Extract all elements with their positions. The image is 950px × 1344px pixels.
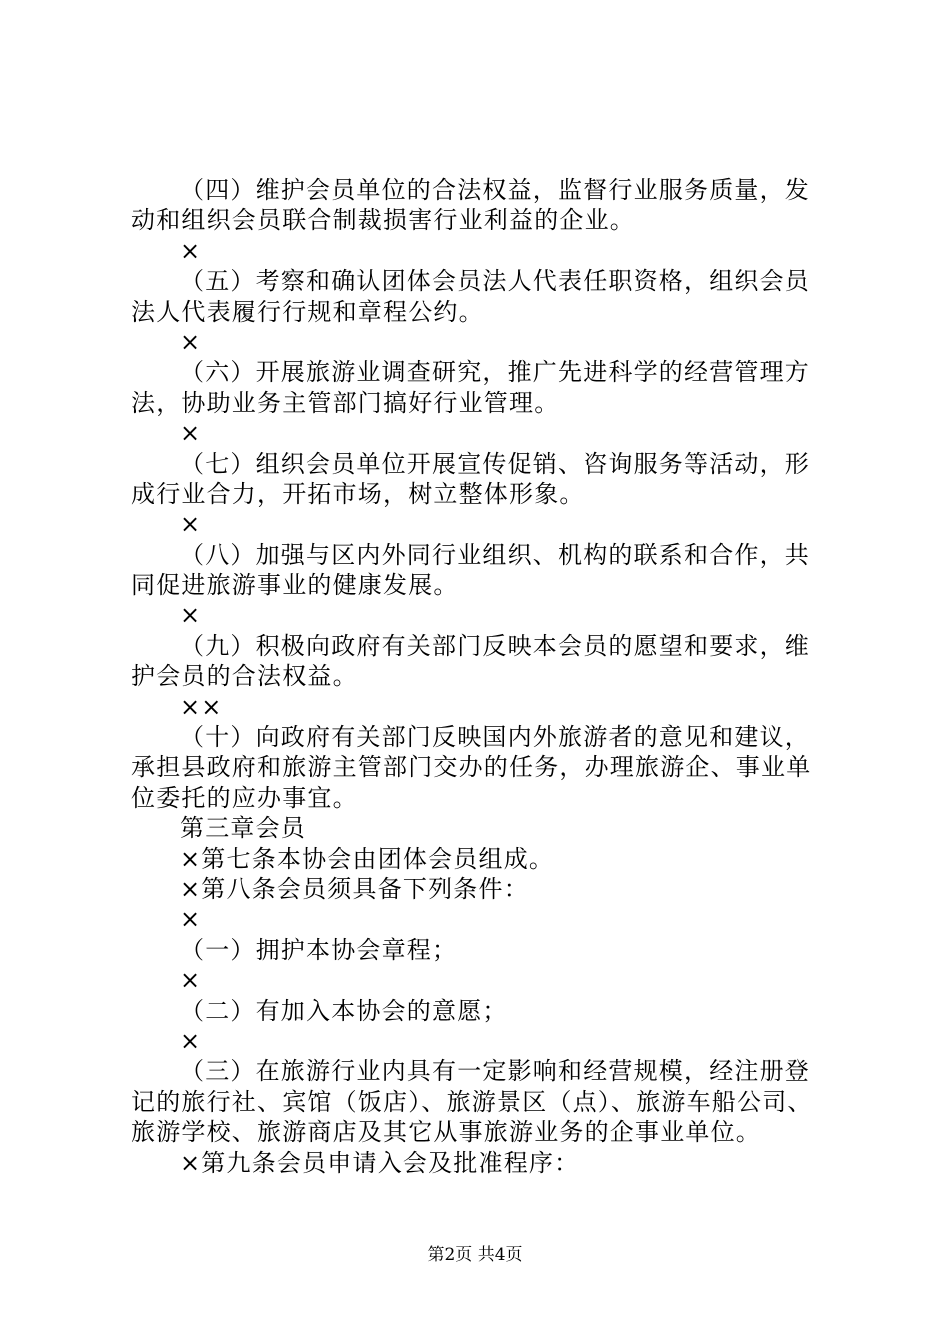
bullet-mark: × [180,1026,202,1055]
paragraph [131,722,835,813]
text-line: （一）拥护本协会章程； [180,935,458,964]
text-line: （三）在旅游行业内具有一定影响和经营规模，经注册登 [180,1057,810,1086]
paragraph [131,996,835,1026]
paragraph [131,813,835,843]
bullet-mark: × [180,236,202,265]
text-line: （六）开展旅游业调查研究，推广先进科学的经营管理方 [180,358,810,387]
text-line: （九）积极向政府有关部门反映本会员的愿望和要求，维 [180,631,810,660]
text-line: 法人代表履行行规和章程公约。 [131,297,484,326]
paragraph [131,874,835,904]
paragraph [131,449,835,510]
bullet-mark: × [180,966,202,995]
text-line: 法，协助业务主管部门搞好行业管理。 [131,388,560,417]
text-line: （四）维护会员单位的合法权益，监督行业服务质量，发 [180,176,810,204]
paragraph [131,935,835,965]
bullet-mark: × [180,905,202,934]
page-footer: 第2页 共4页 [427,1245,523,1265]
bullet-mark: × [180,510,202,539]
text-line: ×第八条会员须具备下列条件： [180,874,529,903]
text-line: 承担县政府和旅游主管部门交办的任务，办理旅游企、事业单 [131,753,812,782]
paragraph [131,844,835,874]
paragraph [131,1056,835,1147]
bullet-mark: × [180,419,202,448]
paragraph [131,1148,835,1178]
paragraph [131,175,835,236]
paragraph [131,357,835,418]
text-line: 记的旅行社、宾馆（饭店）、旅游景区（点）、旅游车船公司、 [131,1087,813,1116]
text-line: ×第九条会员申请入会及批准程序： [180,1148,580,1177]
text-line: （八）加强与区内外同行业组织、机构的联系和合作，共 [180,540,810,569]
text-line: 护会员的合法权益。 [131,662,358,691]
paragraph [131,540,835,601]
document-body [131,175,835,1178]
text-line: （十）向政府有关部门反映国内外旅游者的意见和建议， [180,723,810,752]
bullet-mark: × [180,601,202,630]
text-line: （二）有加入本协会的意愿； [180,996,508,1025]
text-line: 成行业合力，开拓市场，树立整体形象。 [131,479,585,508]
text-line: （七）组织会员单位开展宣传促销、咨询服务等活动，形 [180,449,810,478]
bullet-mark: ×× [180,692,223,721]
text-line: 同促进旅游事业的健康发展。 [131,571,459,600]
text-line: 旅游学校、旅游商店及其它从事旅游业务的企事业单位。 [131,1118,761,1147]
paragraph [131,631,835,692]
text-line: ×第七条本协会由团体会员组成。 [180,844,555,873]
bullet-mark: × [180,327,202,356]
paragraph [131,266,835,327]
text-line: 动和组织会员联合制裁损害行业利益的企业。 [131,206,635,235]
text-line: 第三章会员 [180,814,306,843]
text-line: 位委托的应办事宜。 [131,783,358,812]
text-line: （五）考察和确认团体会员法人代表任职资格，组织会员 [180,267,810,296]
